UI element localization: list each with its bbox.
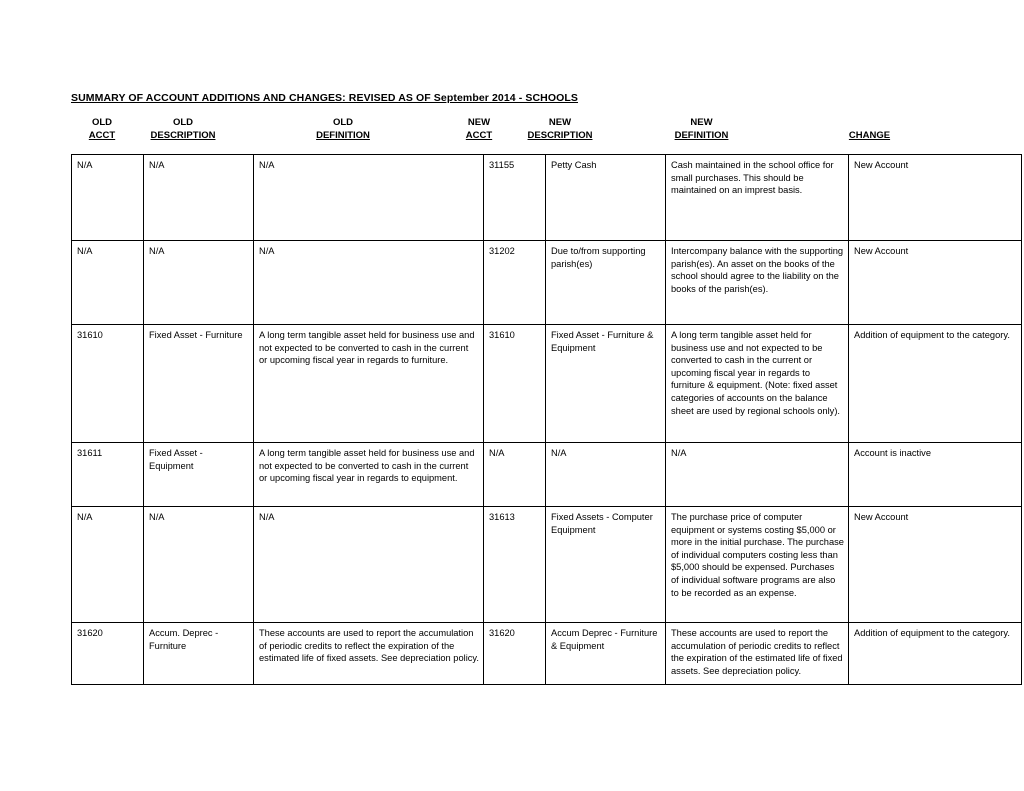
cell-new-description: Due to/from supporting parish(es) — [546, 241, 666, 325]
cell-old-acct: N/A — [72, 155, 144, 241]
cell-old-acct: N/A — [72, 241, 144, 325]
cell-old-description: N/A — [144, 241, 254, 325]
column-header-change — [788, 129, 951, 142]
table-row — [72, 443, 1022, 507]
column-header-line1: OLD — [91, 117, 113, 128]
cell-new-definition: The purchase price of computer equipment or systems costing $5,000 or more in the initial purchase. The purchase of individual computers costing less than $5,000 should be expensed. Purchases of individual software programs are also to be recorded as an expense. — [666, 507, 849, 623]
column-header-line2: DESCRIPTION — [527, 130, 593, 141]
cell-change: New Account — [849, 155, 1022, 241]
cell-new-definition: Intercompany balance with the supporting parish(es). An asset on the books of the school should agree to the liability on the books of the parish(es). — [666, 241, 849, 325]
cell-new-description: Fixed Asset - Furniture & Equipment — [546, 325, 666, 443]
account-changes-table — [71, 154, 1022, 685]
column-header-line1: NEW — [467, 117, 491, 128]
column-header-line1: NEW — [690, 117, 713, 128]
column-header-line1: OLD — [172, 117, 194, 128]
cell-old-description: N/A — [144, 155, 254, 241]
column-header-line2: CHANGE — [848, 130, 891, 141]
column-header-line1: NEW — [548, 117, 572, 128]
column-header-line2: DEFINITION — [674, 130, 729, 141]
cell-change: Addition of equipment to the category. — [849, 623, 1022, 685]
column-header-line2: ACCT — [88, 130, 116, 141]
cell-old-acct: 31611 — [72, 443, 144, 507]
cell-old-definition: N/A — [254, 155, 484, 241]
cell-old-definition: A long term tangible asset held for business use and not expected to be converted to cash in the current or upcoming fiscal year in regards to furniture. — [254, 325, 484, 443]
column-header-line2: DEFINITION — [316, 130, 370, 141]
cell-new-description: N/A — [546, 443, 666, 507]
cell-new-definition: Cash maintained in the school office for small purchases. This should be maintained on an imprest basis. — [666, 155, 849, 241]
cell-old-acct: 31620 — [72, 623, 144, 685]
cell-old-description: Fixed Asset - Equipment — [144, 443, 254, 507]
cell-new-acct: 31610 — [484, 325, 546, 443]
cell-old-definition: N/A — [254, 241, 484, 325]
page-title: SUMMARY OF ACCOUNT ADDITIONS AND CHANGES: REVISED AS OF September 2014 - SCHOOLS — [71, 92, 579, 104]
column-header-old-acct — [71, 116, 133, 142]
column-header-line2: DESCRIPTION — [150, 130, 216, 141]
cell-change: Addition of equipment to the category. — [849, 325, 1022, 443]
cell-new-description: Petty Cash — [546, 155, 666, 241]
table-row — [72, 507, 1022, 623]
column-header-new-description — [505, 116, 615, 142]
cell-new-definition: These accounts are used to report the accumulation of periodic credits to reflect the expiration of the estimated life of fixed assets. See depreciation policy. — [666, 623, 849, 685]
cell-change: New Account — [849, 507, 1022, 623]
column-header-new-definition — [615, 116, 788, 142]
table-row — [72, 155, 1022, 241]
cell-new-description: Fixed Assets - Computer Equipment — [546, 507, 666, 623]
cell-new-acct: 31620 — [484, 623, 546, 685]
cell-old-definition: N/A — [254, 507, 484, 623]
table-row — [72, 623, 1022, 685]
cell-new-acct: N/A — [484, 443, 546, 507]
column-header-line2: ACCT — [465, 130, 493, 141]
cell-change: New Account — [849, 241, 1022, 325]
cell-old-definition: A long term tangible asset held for business use and not expected to be converted to cash in the current or upcoming fiscal year in regards to equipment. — [254, 443, 484, 507]
cell-new-acct: 31155 — [484, 155, 546, 241]
cell-new-acct: 31202 — [484, 241, 546, 325]
column-header-old-definition — [233, 116, 453, 142]
column-header-line1: OLD — [332, 117, 354, 128]
cell-new-definition: N/A — [666, 443, 849, 507]
cell-new-description: Accum Deprec - Furniture & Equipment — [546, 623, 666, 685]
column-header-new-acct — [453, 116, 505, 142]
cell-old-acct: 31610 — [72, 325, 144, 443]
cell-new-acct: 31613 — [484, 507, 546, 623]
cell-old-description: N/A — [144, 507, 254, 623]
table-row — [72, 241, 1022, 325]
cell-old-definition: These accounts are used to report the accumulation of periodic credits to reflect the expiration of the estimated life of fixed assets. See depreciation policy. — [254, 623, 484, 685]
cell-old-description: Fixed Asset - Furniture — [144, 325, 254, 443]
cell-new-definition: A long term tangible asset held for business use and not expected to be converted to cash in the current or upcoming fiscal year in regards to furniture & equipment. (Note: fixed asset categories of accounts on the balance sheet are used by regional schools only). — [666, 325, 849, 443]
cell-change: Account is inactive — [849, 443, 1022, 507]
cell-old-description: Accum. Deprec - Furniture — [144, 623, 254, 685]
table-row — [72, 325, 1022, 443]
column-header-old-description — [133, 116, 233, 142]
table-column-headers — [71, 116, 951, 154]
cell-old-acct: N/A — [72, 507, 144, 623]
